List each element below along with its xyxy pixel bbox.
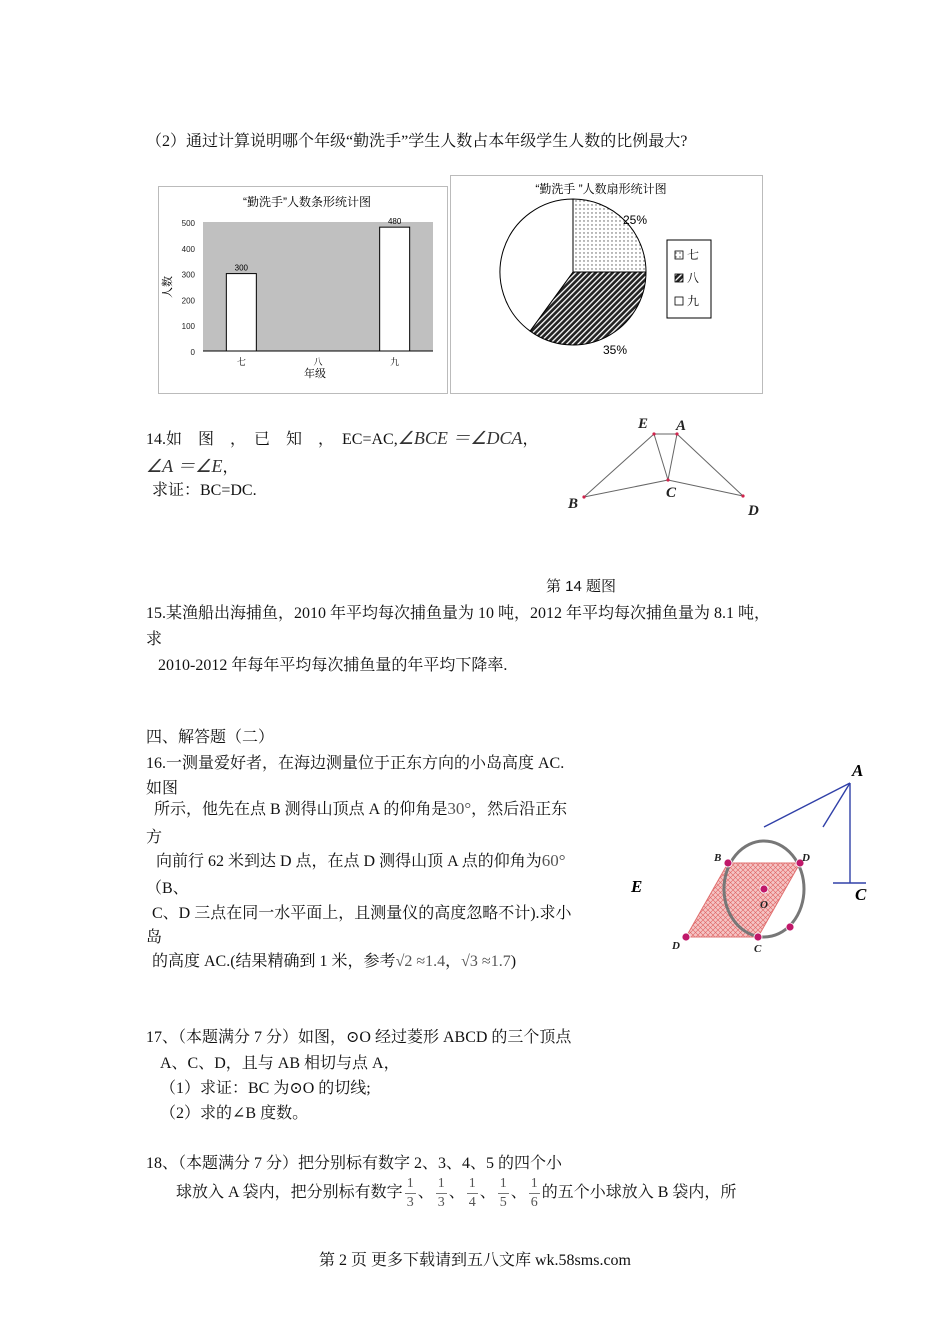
q16-line2: 如图: [146, 780, 179, 797]
point-B-label: B: [568, 496, 579, 512]
angle-equation-1: ∠BCE ＝∠DCA: [397, 428, 523, 448]
legend-label: 八: [687, 271, 700, 285]
section-4-title: 四、解答题（二）: [146, 729, 275, 746]
q17-point-D2: D: [672, 940, 680, 952]
bar-0: [226, 274, 256, 351]
q16-line3: 所示，他先在点 B 测得山顶点 A 的仰角是30°，然后沿正东: [154, 799, 568, 818]
q17-line4: （2）求的∠B 度数。: [160, 1105, 309, 1122]
fraction: $\frac{1}{3}$: [437, 1176, 445, 1210]
bar-value-label: 300: [234, 263, 249, 273]
q17-point-D: D: [802, 852, 810, 864]
bar-chart-title: “勤洗手”人数条形统计图: [243, 195, 371, 209]
q16-point-A: A: [852, 761, 864, 780]
q16-point-cut: E: [631, 877, 643, 896]
x-tick-label: 八: [313, 357, 323, 367]
q18-line1: 18、（本题满分 7 分）把分别标有数字 2、3、4、5 的四个小: [146, 1155, 563, 1172]
point-D-label: D: [748, 503, 759, 519]
pie-slice-0: [573, 199, 646, 272]
q14-figure-caption: 第 14 题图: [546, 578, 617, 595]
y-axis-label: 人数: [162, 276, 174, 298]
legend-swatch: [675, 297, 683, 305]
legend-swatch: [675, 251, 683, 259]
fraction-separator: 、: [479, 1184, 496, 1202]
fraction: $\frac{1}{5}$: [499, 1176, 507, 1210]
point-C-label: C: [666, 485, 677, 501]
sqrt2-approx: √2 ≈1.4: [395, 953, 446, 970]
angle-30: 30°: [447, 799, 472, 818]
q17-point-O: O: [760, 899, 768, 911]
q17-point-C: C: [754, 943, 762, 955]
q16-q17-figure: [628, 755, 878, 960]
pie-chart: [451, 176, 762, 393]
q16-line8: 岛: [146, 929, 163, 946]
q16-line5: 向前行 62 米到达 D 点，在点 D 测得山顶 A 点的仰角为60°: [156, 851, 566, 870]
sqrt3-approx: √3 ≈1.7: [461, 953, 511, 970]
q16-line7: C、D 三点在同一水平面上，且测量仪的高度忽略不计).求小: [152, 905, 572, 922]
fraction: $\frac{1}{4}$: [468, 1176, 476, 1210]
y-tick-label: 0: [190, 348, 195, 357]
q17-point-B: B: [714, 852, 722, 864]
q16-point-C: C: [855, 885, 867, 904]
pie-label-ba: 35%: [603, 343, 628, 357]
legend-swatch: [675, 274, 683, 282]
q17-line1: 17、（本题满分 7 分）如图，⊙O 经过菱形 ABCD 的三个顶点: [146, 1029, 572, 1046]
legend-label: 九: [687, 294, 700, 308]
q16-line1: 16.一测量爱好者，在海边测量位于正东方向的小岛高度 AC.: [146, 755, 565, 772]
pie-chart-title: “勤洗手 ”人数扇形统计图: [535, 182, 667, 196]
pie-chart-frame: [450, 175, 763, 394]
q16-line4: 方: [146, 829, 163, 846]
q15-line3: 2010-2012 年每年平均每次捕鱼量的年平均下降率.: [158, 657, 508, 674]
angle-equation-2: ∠A ＝∠E: [146, 456, 223, 476]
y-tick-label: 500: [181, 219, 195, 228]
q14-line2: ∠A ＝∠E，: [146, 456, 239, 476]
fraction-separator: 、: [417, 1184, 434, 1202]
y-tick-label: 300: [181, 270, 195, 280]
bar-chart-frame: [158, 186, 448, 394]
angle-60: 60°: [541, 851, 566, 870]
fraction-separator: 、: [510, 1184, 527, 1202]
q18-line2: 球放入 A 袋内，把分别标有数字 $\frac{1}{3}$ 、 $\frac{1}{3}$ 、 $\frac{1}{4}$ 、 $\frac{1}{5}$ 、 $\frac{1}{6}$ 的五个小球放入 B 袋内，所: [176, 1176, 737, 1210]
bar-value-label: 480: [387, 217, 402, 227]
x-tick-label: 七: [236, 357, 246, 367]
q14-line3: 求证：BC=DC.: [152, 482, 257, 499]
point-E-label: E: [638, 416, 649, 432]
q16-line9: 的高度 AC.(结果精确到 1 米，参考√2 ≈1.4，√3 ≈1.7): [152, 953, 517, 970]
q15-line1: 15.某渔船出海捕鱼，2010 年平均每次捕鱼量为 10 吨，2012 年平均每次捕鱼量为 8.1 吨，: [146, 605, 771, 622]
q14-figure: [560, 410, 770, 525]
y-tick-label: 100: [181, 322, 195, 332]
legend-label: 七: [687, 248, 700, 262]
q16-line6: （B、: [146, 880, 189, 897]
point-A-label: A: [676, 418, 687, 434]
bar-chart: [159, 187, 447, 393]
y-tick-label: 200: [181, 296, 195, 306]
q17-line2: A、C、D，且与 AB 相切与点 A，: [160, 1055, 400, 1072]
fraction: $\frac{1}{3}$: [406, 1176, 414, 1210]
q13-part2: （2）通过计算说明哪个年级“勤洗手”学生人数占本年级学生人数的比例最大?: [146, 133, 688, 150]
fraction: $\frac{1}{6}$: [530, 1176, 538, 1210]
y-tick-label: 400: [181, 244, 195, 254]
fraction-separator: 、: [448, 1184, 465, 1202]
q17-line3: （1）求证：BC 为⊙O 的切线;: [160, 1080, 371, 1097]
x-axis-label: 年级: [304, 368, 326, 380]
q15-line2: 求: [146, 631, 163, 648]
x-tick-label: 九: [390, 357, 400, 367]
bar-2: [380, 227, 410, 351]
pie-label-qi: 25%: [623, 213, 648, 227]
q14-line1: 14.如 图 ， 已 知 ， EC=AC,∠BCE ＝∠DCA，: [146, 428, 539, 448]
page-footer: 第 2 页 更多下载请到五八文库 wk.58sms.com: [318, 1252, 631, 1269]
